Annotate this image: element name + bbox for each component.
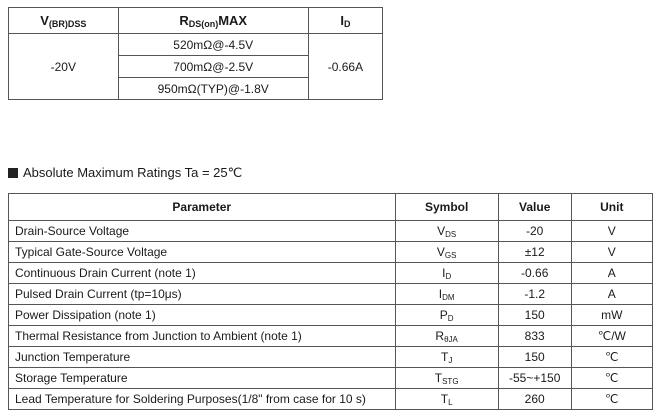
parameter-cell: Drain-Source Voltage (9, 221, 396, 242)
section-title (8, 165, 242, 181)
symbol-cell: TL (395, 389, 498, 410)
table-row (9, 368, 653, 389)
parameter-cell: Continuous Drain Current (note 1) (9, 263, 396, 284)
value-cell: ±12 (498, 242, 571, 263)
symbol-cell: ID (395, 263, 498, 284)
ratings-table (8, 193, 653, 410)
symbol-cell: VDS (395, 221, 498, 242)
col-value: Value (498, 194, 571, 221)
value-cell: 150 (498, 305, 571, 326)
col-parameter: Parameter (9, 194, 396, 221)
rds-value-1: 520mΩ@-4.5V (118, 34, 308, 56)
table-row (9, 242, 653, 263)
unit-cell: mW (571, 305, 652, 326)
parameter-cell: Lead Temperature for Soldering Purposes(1/8" from case for 10 s) (9, 389, 396, 410)
header-id: $I_D$ (308, 8, 382, 34)
value-cell: 150 (498, 347, 571, 368)
parameter-cell: Pulsed Drain Current (tp=10μs) (9, 284, 396, 305)
table-row (9, 221, 653, 242)
parameter-cell: Storage Temperature (9, 368, 396, 389)
table-row (9, 305, 653, 326)
vbr-value: -20V (9, 34, 119, 100)
parameter-cell: Thermal Resistance from Junction to Ambient (note 1) (9, 326, 396, 347)
value-cell: -20 (498, 221, 571, 242)
symbol-cell: VGS (395, 242, 498, 263)
unit-cell: ℃ (571, 389, 652, 410)
value-cell: -0.66 (498, 263, 571, 284)
symbol-cell: TJ (395, 347, 498, 368)
bullet-square-icon (8, 168, 18, 178)
rds-value-3: 950mΩ(TYP)@-1.8V (118, 78, 308, 100)
col-unit: Unit (571, 194, 652, 221)
col-symbol: Symbol (395, 194, 498, 221)
table-row (9, 347, 653, 368)
value-cell: -1.2 (498, 284, 571, 305)
section-title-text: Absolute Maximum Ratings Ta = 25℃ (23, 165, 243, 180)
ratings-body (9, 221, 653, 410)
table-row (9, 389, 653, 410)
unit-cell: ℃/W (571, 326, 652, 347)
unit-cell: A (571, 263, 652, 284)
symbol-cell: RθJA (395, 326, 498, 347)
symbol-cell: IDM (395, 284, 498, 305)
value-cell: 260 (498, 389, 571, 410)
parameter-cell: Power Dissipation (note 1) (9, 305, 396, 326)
symbol-cell: PD (395, 305, 498, 326)
header-rdson: $R_{DS(on)}MAX$ (118, 8, 308, 34)
header-vbrdss: $V_{(BR)DSS}$ (9, 8, 119, 34)
table-row (9, 263, 653, 284)
symbol-cell: TSTG (395, 368, 498, 389)
value-cell: 833 (498, 326, 571, 347)
unit-cell: A (571, 284, 652, 305)
parameter-cell: Junction Temperature (9, 347, 396, 368)
value-cell: -55~+150 (498, 368, 571, 389)
summary-table (8, 7, 383, 100)
rds-value-2: 700mΩ@-2.5V (118, 56, 308, 78)
table-row (9, 326, 653, 347)
unit-cell: ℃ (571, 368, 652, 389)
unit-cell: V (571, 221, 652, 242)
table-row (9, 284, 653, 305)
id-value: -0.66A (308, 34, 382, 100)
parameter-cell: Typical Gate-Source Voltage (9, 242, 396, 263)
unit-cell: ℃ (571, 347, 652, 368)
unit-cell: V (571, 242, 652, 263)
